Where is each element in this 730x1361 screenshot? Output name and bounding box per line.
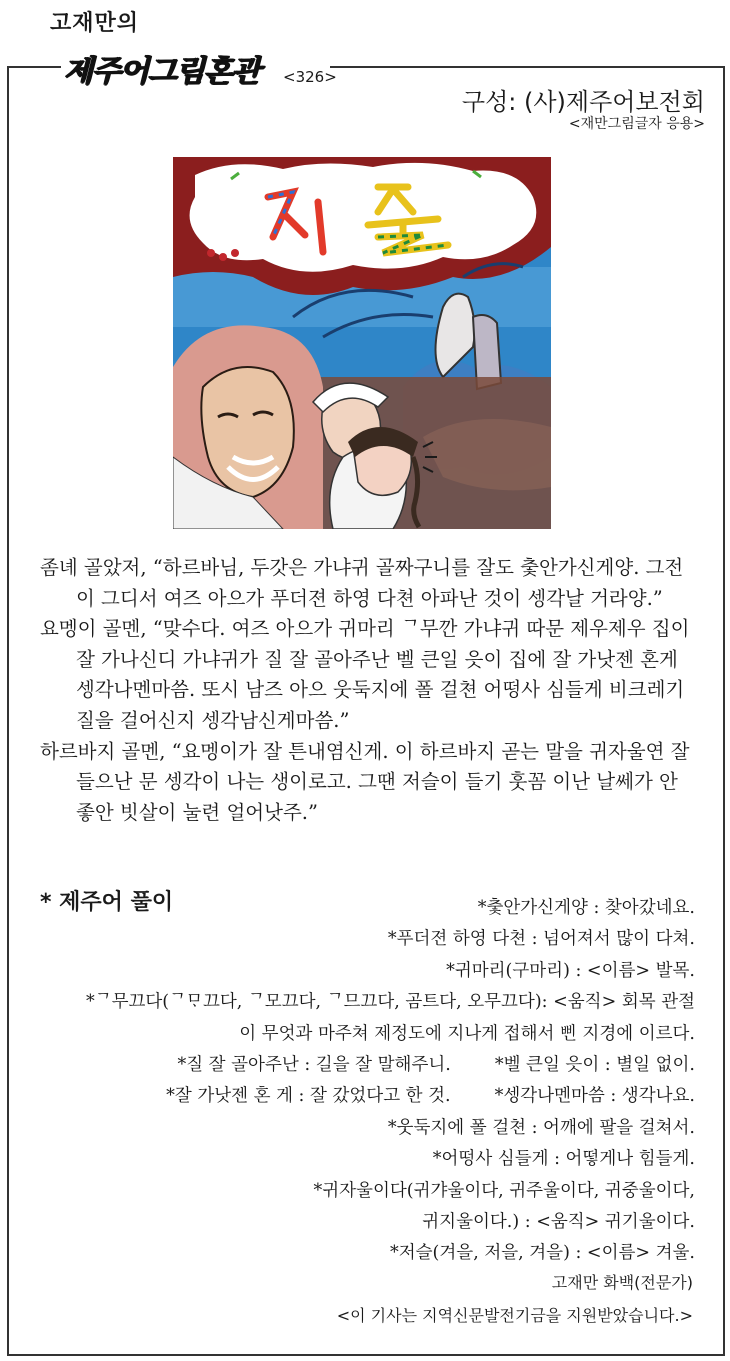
- story-paragraph: 좀녜 골았저, “하르바님, 두갓은 가냐귀 골짜구니를 잘도 춫안가신게양. 그전이 그디서 여즈 아으가 푸더젼 하영 다쳔 아파난 것이 셍각날 거라양.”: [40, 556, 684, 610]
- glossary-line: *잘 가낫젠 혼 게 : 잘 갔었다고 한 것. *셍각나멘마씀 : 생각나요.: [166, 1086, 695, 1107]
- title-cloud: [190, 163, 537, 272]
- story-paragraph: 하르바지 골멘, “요멩이가 잘 튼내염신게. 이 하르바지 곧는 말을 귀자울연 잘 들으난 문 셍각이 나는 생이로고. 그땐 저슬이 들기 훗꼼 이난 날쎄가 안 좋안 빗살이 눌련 얼어낫주.”: [40, 739, 690, 824]
- glossary-line: *질 잘 골아주난 : 길을 잘 말해주니. *벨 큰일 읏이 : 별일 없이.: [177, 1055, 695, 1076]
- glossary-line: 귀지울이다.) : <움직> 귀기울이다.: [422, 1212, 695, 1233]
- glossary-line: *귀마리(구마리) : <이름> 발목.: [446, 960, 695, 981]
- frame-top-right: [330, 66, 723, 68]
- series-title: 고재만의: [50, 11, 140, 36]
- glossary-line: *춫안가신게양 : 찾아갔네요.: [477, 898, 695, 918]
- credit-subline: <재만그림글자 응용>: [568, 116, 705, 132]
- glossary-line: 이 무엇과 마주쳐 제정도에 지나게 접해서 삔 지경에 이르다.: [239, 1023, 695, 1044]
- frame-top-left: [7, 66, 61, 68]
- glossary-line: *푸더젼 하영 다쳔 : 넘어져서 많이 다쳐.: [387, 929, 695, 950]
- column-logo-text: 제주어그림혼관: [63, 54, 259, 89]
- glossary-line: *어떵사 심들게 : 어떻게나 힘들게.: [432, 1149, 695, 1170]
- glossary-list: [30, 893, 695, 1270]
- support-notice: <이 기사는 지역신문발전기금을 지원받았습니다.>: [336, 1306, 693, 1325]
- credit-line: 구성: (사)제주어보전회: [461, 88, 705, 116]
- column-logo: [63, 50, 285, 94]
- glossary-line: *ᄀ무끄다(ᄀᄆᆞ끄다, ᄀ모끄다, ᄀ므끄다, 곰트다, 오무끄다): <움직> 회목 관절: [85, 992, 695, 1013]
- glossary-line: *귀자울이다(귀갸울이다, 귀주울이다, 귀중울이다,: [313, 1180, 695, 1201]
- story-text: [40, 553, 690, 828]
- issue-number: <326>: [283, 68, 337, 86]
- glossary-line: *웃둑지에 폴 걸쳔 : 어깨에 팔을 걸쳐서.: [387, 1117, 695, 1138]
- author-credit: 고재만 화백(전문가): [551, 1273, 693, 1292]
- story-illustration: [173, 157, 551, 529]
- glossary-title: * 제주어 풀이: [40, 890, 174, 915]
- story-paragraph: 요멩이 골멘, “맞수다. 여즈 아으가 귀마리 ᄀ무깐 가냐귀 따문 제우제우 집이 잘 가나신디 가냐귀가 질 잘 골아주난 벨 큰일 읏이 집에 잘 가낫젠 혼게 셍각나멘마씀. 또시 남즈 아으 웃둑지에 폴 걸쳔 어떵사 심들게 비크레기 질을 걸어신지 셍각남신게마씀.”: [40, 617, 690, 732]
- glossary-line: *저슬(겨을, 저을, 겨을) : <이름> 겨울.: [390, 1243, 695, 1264]
